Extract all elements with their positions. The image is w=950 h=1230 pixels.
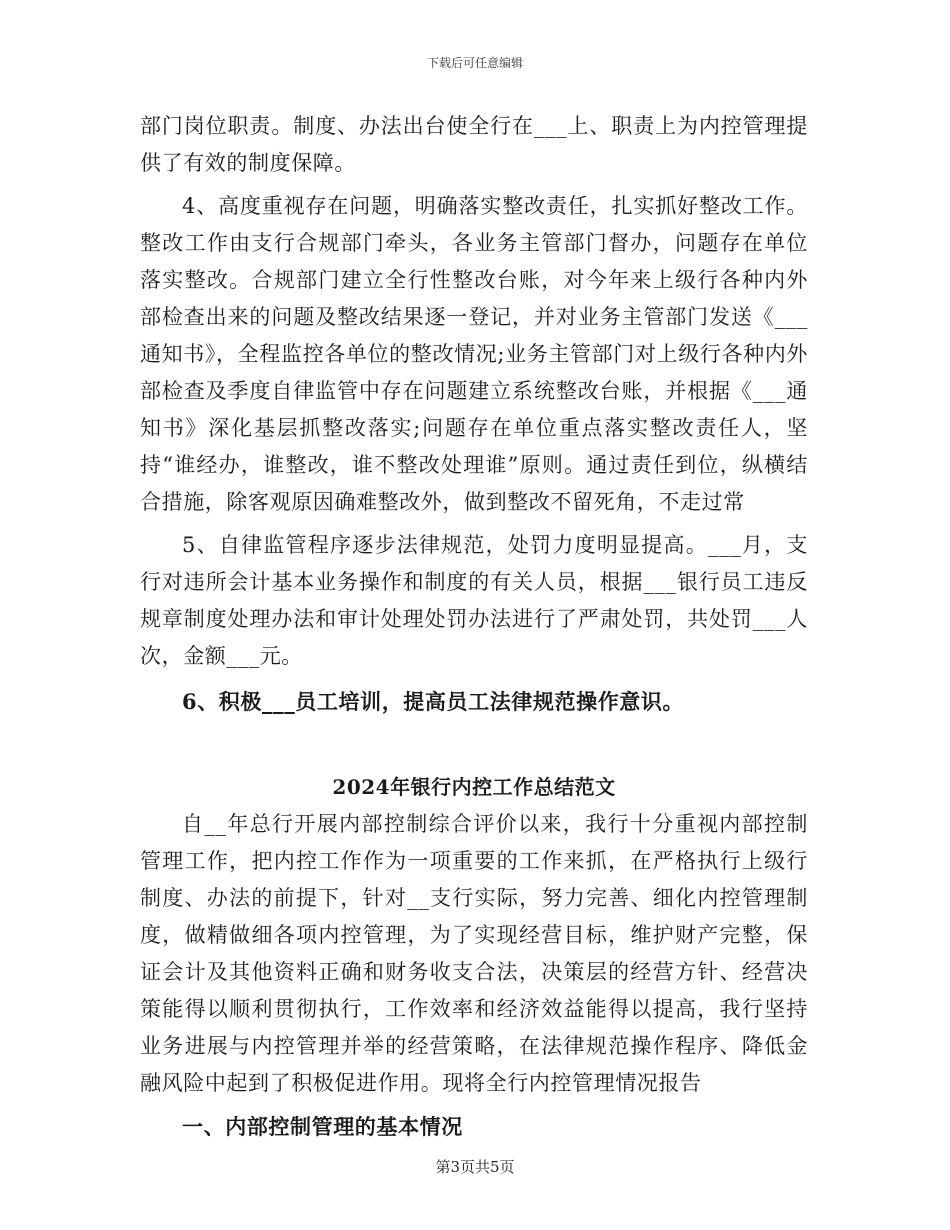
- paragraph-item-6: 6、积极___员工培训，提高员工法律规范操作意识。: [182, 689, 685, 714]
- section-heading: 一、内部控制管理的基本情况: [182, 1114, 463, 1139]
- paragraph-item-5: 5、自律监管程序逐步法律规范，处罚力度明显提高。___月，支行对违所会计基本业务操作和制度的有关人员，根据___银行员工违反规章制度处理办法和审计处理处罚办法进行了严肃处罚，共处罚___人次，金额___元。: [140, 533, 808, 668]
- page-header-note: 下载后可任意编辑: [426, 56, 523, 70]
- document-title: 2024年银行内控工作总结范文: [332, 775, 616, 799]
- paragraph-intro: 自__年总行开展内部控制综合评价以来，我行十分重视内部控制管理工作，把内控工作作为一项重要的工作来抓，在严格执行上级行制度、办法的前提下，针对__支行实际，努力完善、细化内控管理制度，做精做细各项内控管理，为了实现经营目标，维护财产完整，保证会计及其他资料正确和财务收支合法，决策层的经营方针、经营决策能得以顺利贯彻执行，工作效率和经济效益能得以提高，我行坚持业务进展与内控管理并举的经营策略，在法律规范操作程序、降低金融风险中起到了积极促进作用。现将全行内控管理情况报告: [140, 812, 808, 1095]
- paragraph-continuation: 部门岗位职责。制度、办法出台使全行在___上、职责上为内控管理提供了有效的制度保障。: [140, 114, 808, 175]
- paragraph-item-4: 4、高度重视存在问题，明确落实整改责任，扎实抓好整改工作。整改工作由支行合规部门牵头，各业务主管部门督办，问题存在单位落实整改。合规部门建立全行性整改台账，对今年来上级行各种内外部检查出来的问题及整改结果逐一登记，并对业务主管部门发送《___通知书》，全程监控各单位的整改情况;业务主管部门对上级行各种内外部检查及季度自律监管中存在问题建立系统整改台账，并根据《___通知书》深化基层抓整改落实;问题存在单位重点落实整改责任人，坚持“谁经办，谁整改，谁不整改处理谁”原则。通过责任到位，纵横结合措施，除客观原因确难整改外，做到整改不留死角，不走过常: [140, 194, 808, 514]
- page-number: 第3页共5页: [435, 1158, 515, 1176]
- document-body: [140, 108, 808, 1145]
